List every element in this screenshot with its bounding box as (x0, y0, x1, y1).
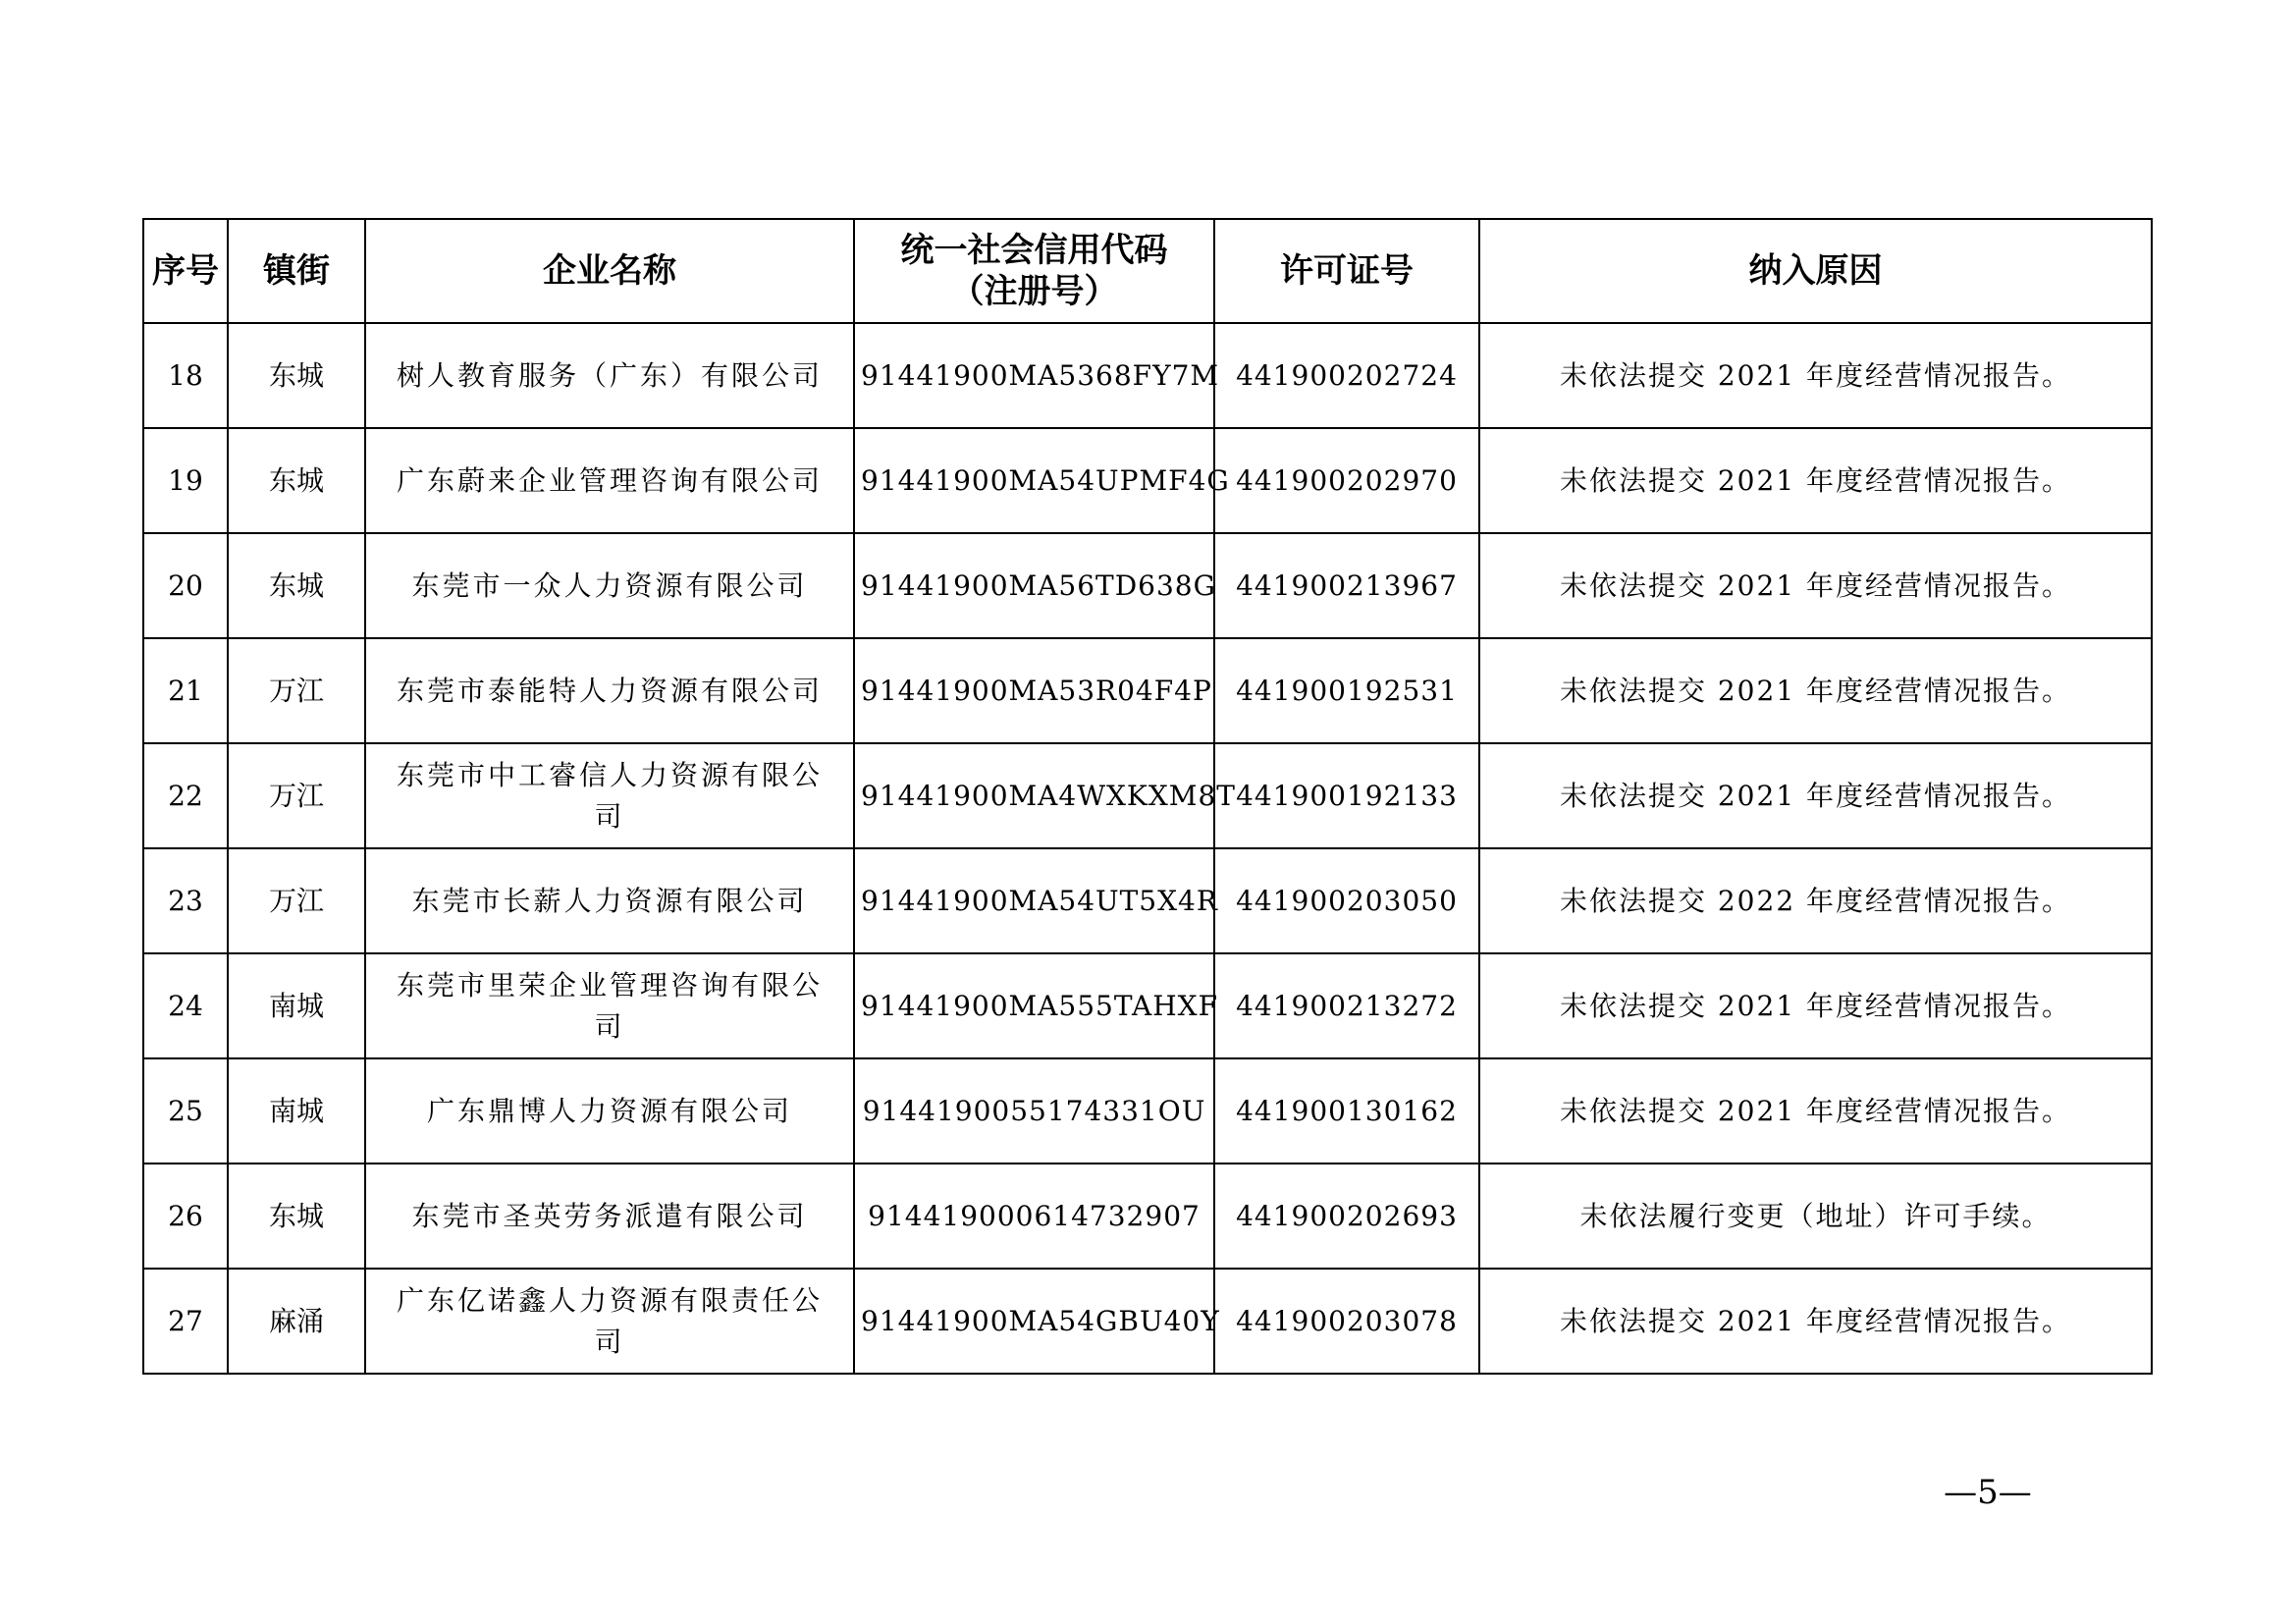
cell-credit-code: 9144190055174331OU (854, 1058, 1214, 1164)
cell-town: 万江 (228, 638, 365, 743)
cell-reason: 未依法提交 2021 年度经营情况报告。 (1479, 743, 2152, 848)
cell-credit-code: 91441900MA56TD638G (854, 533, 1214, 638)
table-row (143, 848, 2152, 953)
cell-seq: 24 (143, 953, 228, 1058)
table-row (143, 1164, 2152, 1269)
cell-license: 441900203078 (1214, 1269, 1479, 1374)
cell-credit-code: 91441900MA53R04F4P (854, 638, 1214, 743)
cell-reason: 未依法提交 2021 年度经营情况报告。 (1479, 1269, 2152, 1374)
cell-town: 东城 (228, 428, 365, 533)
cell-license: 441900213272 (1214, 953, 1479, 1058)
table-body (143, 323, 2152, 1374)
table-row (143, 743, 2152, 848)
cell-license: 441900213967 (1214, 533, 1479, 638)
cell-credit-code: 91441900MA54GBU40Y (854, 1269, 1214, 1374)
cell-town: 东城 (228, 533, 365, 638)
table-row (143, 428, 2152, 533)
cell-seq: 23 (143, 848, 228, 953)
cell-reason: 未依法提交 2021 年度经营情况报告。 (1479, 323, 2152, 428)
table-row (143, 323, 2152, 428)
table-row (143, 533, 2152, 638)
cell-company: 广东亿诺鑫人力资源有限责任公司 (365, 1269, 854, 1374)
cell-company: 东莞市圣英劳务派遣有限公司 (365, 1164, 854, 1269)
enterprise-list-table (142, 218, 2153, 1375)
cell-seq: 21 (143, 638, 228, 743)
cell-seq: 18 (143, 323, 228, 428)
cell-town: 麻涌 (228, 1269, 365, 1374)
cell-license: 441900202693 (1214, 1164, 1479, 1269)
header-license: 许可证号 (1214, 219, 1479, 323)
cell-town: 东城 (228, 1164, 365, 1269)
cell-credit-code: 91441900MA555TAHXF (854, 953, 1214, 1058)
cell-reason: 未依法提交 2021 年度经营情况报告。 (1479, 533, 2152, 638)
header-credit-code-line2: （注册号） (950, 272, 1118, 311)
table-row (143, 638, 2152, 743)
cell-town: 东城 (228, 323, 365, 428)
header-town: 镇街 (228, 219, 365, 323)
table-row (143, 1269, 2152, 1374)
header-company: 企业名称 (365, 219, 854, 323)
cell-credit-code: 914419000614732907 (854, 1164, 1214, 1269)
cell-license: 441900202970 (1214, 428, 1479, 533)
cell-company: 东莞市里荣企业管理咨询有限公司 (365, 953, 854, 1058)
table-row (143, 1058, 2152, 1164)
cell-town: 万江 (228, 743, 365, 848)
header-seq: 序号 (143, 219, 228, 323)
cell-town: 南城 (228, 953, 365, 1058)
cell-company: 东莞市泰能特人力资源有限公司 (365, 638, 854, 743)
cell-credit-code: 91441900MA54UPMF4G (854, 428, 1214, 533)
cell-credit-code: 91441900MA54UT5X4R (854, 848, 1214, 953)
cell-company: 树人教育服务（广东）有限公司 (365, 323, 854, 428)
cell-town: 南城 (228, 1058, 365, 1164)
cell-company: 东莞市一众人力资源有限公司 (365, 533, 854, 638)
cell-seq: 22 (143, 743, 228, 848)
cell-town: 万江 (228, 848, 365, 953)
header-credit-code (854, 219, 1214, 323)
cell-license: 441900203050 (1214, 848, 1479, 953)
cell-reason: 未依法提交 2021 年度经营情况报告。 (1479, 638, 2152, 743)
cell-license: 441900192133 (1214, 743, 1479, 848)
page-number: —5— (1944, 1473, 2032, 1512)
table-header (143, 219, 2152, 323)
cell-reason: 未依法提交 2021 年度经营情况报告。 (1479, 953, 2152, 1058)
cell-company: 广东鼎博人力资源有限公司 (365, 1058, 854, 1164)
cell-seq: 19 (143, 428, 228, 533)
cell-license: 441900202724 (1214, 323, 1479, 428)
cell-license: 441900130162 (1214, 1058, 1479, 1164)
cell-seq: 27 (143, 1269, 228, 1374)
cell-company: 东莞市中工睿信人力资源有限公司 (365, 743, 854, 848)
cell-seq: 26 (143, 1164, 228, 1269)
header-credit-code-line1: 统一社会信用代码 (900, 231, 1168, 270)
cell-reason: 未依法提交 2021 年度经营情况报告。 (1479, 428, 2152, 533)
cell-reason: 未依法提交 2021 年度经营情况报告。 (1479, 1058, 2152, 1164)
cell-credit-code: 91441900MA4WXKXM8T (854, 743, 1214, 848)
cell-credit-code: 91441900MA5368FY7M (854, 323, 1214, 428)
cell-reason: 未依法提交 2022 年度经营情况报告。 (1479, 848, 2152, 953)
cell-license: 441900192531 (1214, 638, 1479, 743)
cell-seq: 25 (143, 1058, 228, 1164)
cell-reason: 未依法履行变更（地址）许可手续。 (1479, 1164, 2152, 1269)
header-row (143, 219, 2152, 323)
cell-company: 东莞市长薪人力资源有限公司 (365, 848, 854, 953)
header-reason: 纳入原因 (1479, 219, 2152, 323)
cell-company: 广东蔚来企业管理咨询有限公司 (365, 428, 854, 533)
cell-seq: 20 (143, 533, 228, 638)
table-row (143, 953, 2152, 1058)
